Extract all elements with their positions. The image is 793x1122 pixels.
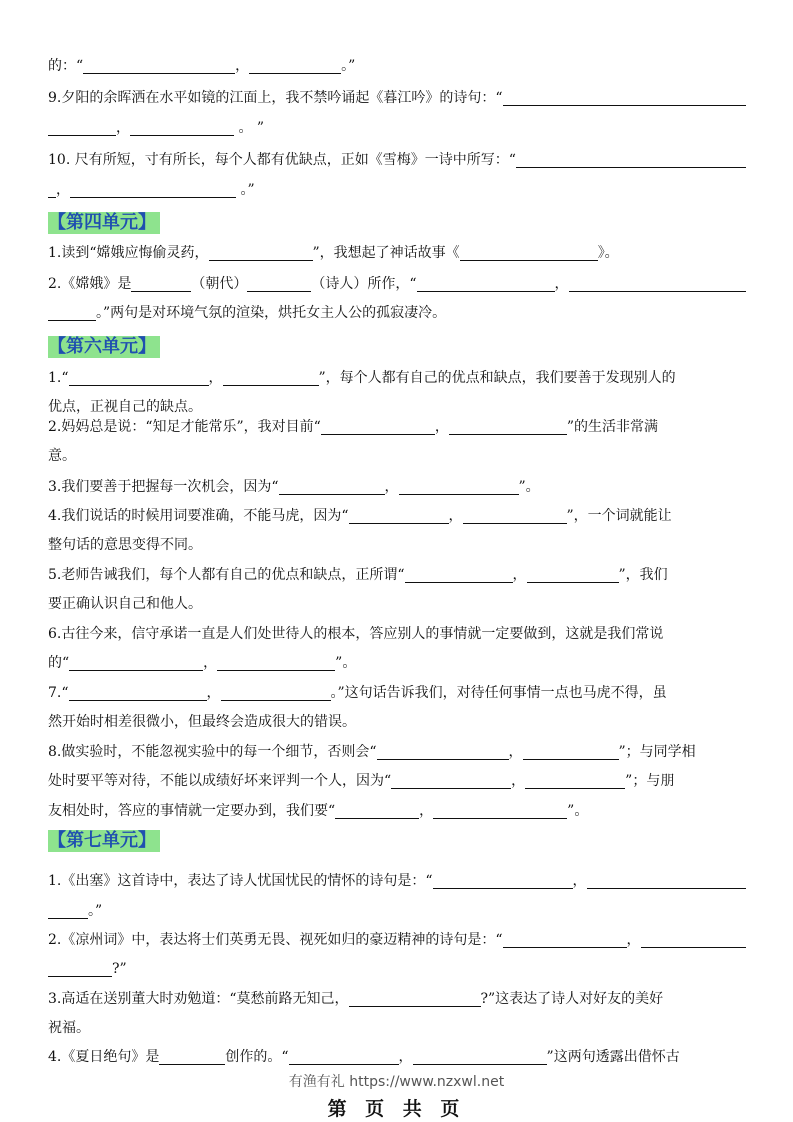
u6-q7-line1: 7.“ ， 。”这句话告诉我们，对待任何事情一点也马虎不得，虽 [48,685,667,701]
answer-blank[interactable] [503,933,627,948]
prev-question-line: 的：“ ， 。” [48,58,356,74]
u4-q2-line2: 。”两句是对环境气氛的渲染，烘托女主人公的孤寂凄冷。 [48,305,746,321]
answer-blank[interactable] [48,306,96,321]
u6-q8-line2: 处时要平等对待，不能以成绩好坏来评判一个人，因为“ ， ”；与朋 [48,773,675,789]
u6-q1-line2: 优点，正视自己的缺点。 [48,399,202,415]
answer-blank[interactable] [399,480,519,495]
answer-blank[interactable] [641,933,746,948]
answer-blank[interactable] [523,745,619,760]
footer-page-number: 第 页 共 页 [327,1098,466,1120]
answer-blank[interactable] [377,745,509,760]
answer-blank[interactable] [413,1050,547,1065]
answer-blank[interactable] [525,774,625,789]
answer-blank[interactable] [391,774,511,789]
answer-blank[interactable] [209,246,313,261]
answer-blank[interactable] [321,420,435,435]
answer-blank[interactable] [48,183,56,198]
u4-q1-line: 1.读到“嫦娥应悔偷灵药， ”，我想起了神话故事《 》。 [48,245,619,261]
u6-q6-line1: 6.古往今来，信守承诺一直是人们处世待人的根本，答应别人的事情就一定要做到，这就是我们常说 [48,626,664,642]
answer-blank[interactable] [69,656,203,671]
u6-q4-line2: 整句话的意思变得不同。 [48,537,202,553]
u6-q8-line3: 友相处时，答应的事情就一定要办到，我们要“ ， ”。 [48,803,589,819]
answer-blank[interactable] [159,1050,225,1065]
answer-blank[interactable] [247,277,311,292]
answer-blank[interactable] [516,153,746,168]
u6-q2-line2: 意。 [48,448,76,464]
answer-blank[interactable] [449,420,567,435]
answer-blank[interactable] [249,59,341,74]
answer-blank[interactable] [587,874,746,889]
u6-q5-line1: 5.老师告诫我们，每个人都有自己的优点和缺点，正所谓“ ， ”，我们 [48,567,668,583]
answer-blank[interactable] [83,59,235,74]
u6-q3-line: 3.我们要善于把握每一次机会，因为“ ， ”。 [48,479,540,495]
answer-blank[interactable] [70,183,236,198]
answer-blank[interactable] [131,277,191,292]
answer-blank[interactable] [503,91,746,106]
footer-website: 有渔有礼 https://www.nzxwl.net [288,1074,505,1090]
answer-blank[interactable] [349,992,481,1007]
answer-blank[interactable] [48,904,88,919]
answer-blank[interactable] [69,371,209,386]
u7-q3-line2: 祝福。 [48,1020,90,1036]
u7-q3-line1: 3.高适在送别董大时劝勉道：“莫愁前路无知己， ?”这表达了诗人对好友的美好 [48,991,664,1007]
answer-blank[interactable] [527,568,619,583]
u6-q2-line1: 2.妈妈总是说：“知足才能常乐”，我对目前“ ， ”的生活非常满 [48,419,658,435]
answer-blank[interactable] [460,246,598,261]
u7-q2-line2: ?” [48,961,746,977]
u4-q2-line1: 2.《嫦娥》是 （朝代） （诗人）所作，“ ， [48,276,746,292]
u3-q10-line1: 10. 尺有所短，寸有所长，每个人都有优缺点，正如《雪梅》一诗中所写：“ [48,152,746,168]
unit7-title: 【第七单元】 [48,830,160,852]
answer-blank[interactable] [217,656,335,671]
answer-blank[interactable] [463,509,567,524]
answer-blank[interactable] [417,277,555,292]
answer-blank[interactable] [48,962,112,977]
u6-q7-line2: 然开始时相差很微小，但最终会造成很大的错误。 [48,714,356,730]
answer-blank[interactable] [569,277,746,292]
u7-q1-line1: 1.《出塞》这首诗中，表达了诗人忧国忧民的情怀的诗句是：“ ， [48,873,746,889]
u3-q9-line2: ， 。 ” [48,120,746,136]
answer-blank[interactable] [289,1050,399,1065]
answer-blank[interactable] [223,371,319,386]
u7-q2-line1: 2.《凉州词》中，表达将士们英勇无畏、视死如归的豪迈精神的诗句是：“ ， [48,932,746,948]
u3-q10-line2: ， 。” [48,182,746,198]
unit4-title: 【第四单元】 [48,212,160,234]
u6-q5-line2: 要正确认识自己和他人。 [48,596,202,612]
u6-q1-line1: 1.“ ， ”，每个人都有自己的优点和缺点，我们要善于发现别人的 [48,370,676,386]
answer-blank[interactable] [349,509,449,524]
u7-q1-line2: 。” [48,903,746,919]
answer-blank[interactable] [433,874,573,889]
u7-q4-line: 4.《夏日绝句》是 创作的。“ ， ”这两句透露出借怀古 [48,1049,680,1065]
answer-blank[interactable] [48,121,116,136]
answer-blank[interactable] [335,804,419,819]
u6-q8-line1: 8.做实验时，不能忽视实验中的每一个细节，否则会“ ， ”；与同学相 [48,744,696,760]
u6-q4-line1: 4.我们说话的时候用词要准确，不能马虎，因为“ ， ”，一个词就能让 [48,508,672,524]
answer-blank[interactable] [69,686,207,701]
u3-q9-line1: 9.夕阳的余晖洒在水平如镜的江面上，我不禁吟诵起《暮江吟》的诗句：“ [48,90,746,106]
answer-blank[interactable] [405,568,513,583]
answer-blank[interactable] [221,686,331,701]
answer-blank[interactable] [433,804,567,819]
answer-blank[interactable] [279,480,385,495]
answer-blank[interactable] [130,121,234,136]
unit6-title: 【第六单元】 [48,336,160,358]
u6-q6-line2: 的“ ， ”。 [48,655,357,671]
